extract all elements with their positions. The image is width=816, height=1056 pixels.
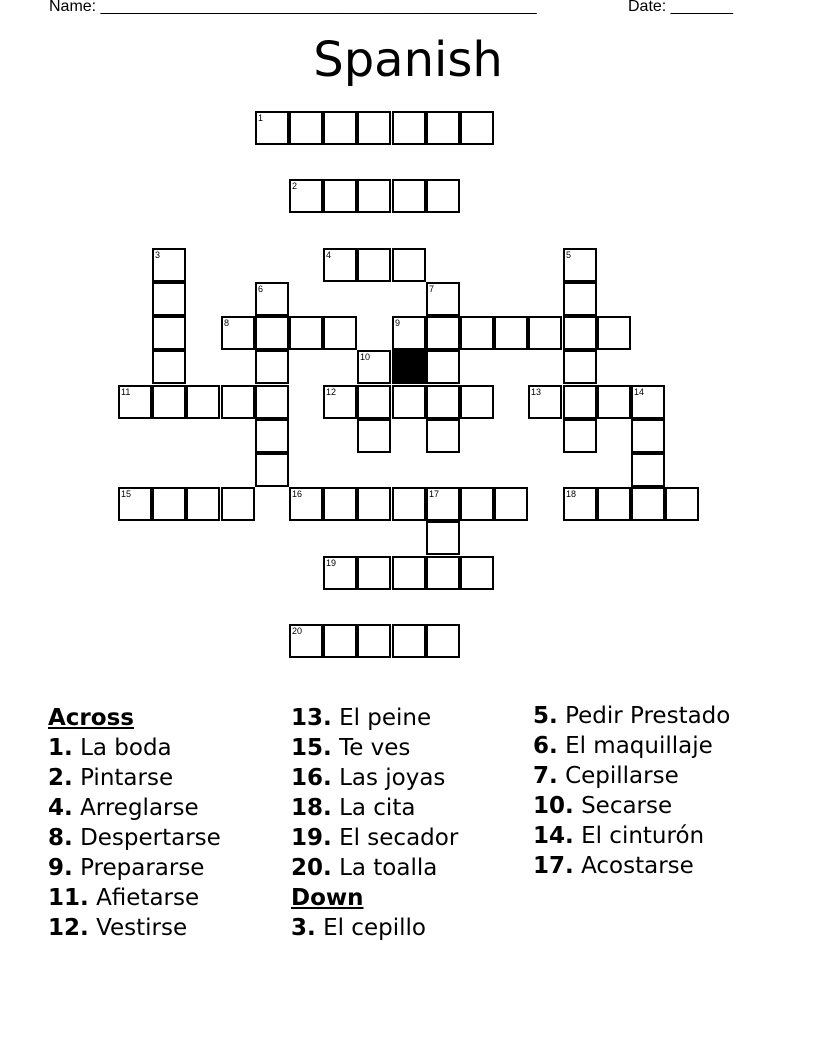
crossword-cell[interactable]	[426, 350, 460, 384]
crossword-cell[interactable]	[563, 350, 597, 384]
crossword-cell[interactable]	[631, 453, 665, 487]
clue-across: 1. La boda	[48, 735, 172, 761]
clue-number: 12	[326, 387, 337, 397]
clue-number: 16	[292, 489, 303, 499]
crossword-cell[interactable]	[392, 179, 426, 213]
clue-down: 3. El cepillo	[291, 915, 426, 941]
crossword-cell[interactable]	[631, 419, 665, 453]
crossword-cell[interactable]	[289, 179, 323, 213]
crossword-cell[interactable]	[323, 385, 357, 419]
crossword-cell[interactable]	[563, 282, 597, 316]
clue-down: 17. Acostarse	[533, 853, 694, 879]
crossword-cell[interactable]	[392, 111, 426, 145]
crossword-cell[interactable]	[323, 556, 357, 590]
crossword-cell[interactable]	[289, 111, 323, 145]
clue-down: 7. Cepillarse	[533, 763, 679, 789]
clue-number: 15	[121, 489, 132, 499]
crossword-cell[interactable]	[357, 350, 391, 384]
clue-across: 2. Pintarse	[48, 765, 174, 791]
crossword-cell[interactable]	[392, 487, 426, 521]
down-heading: Down	[291, 885, 364, 911]
clue-across: 18. La cita	[291, 795, 416, 821]
crossword-cell[interactable]	[460, 316, 494, 350]
crossword-cell[interactable]	[186, 487, 220, 521]
name-field: Name: _________________________________________________	[49, 0, 537, 15]
crossword-cell[interactable]	[631, 487, 665, 521]
crossword-cell[interactable]	[426, 624, 460, 658]
crossword-cell[interactable]	[392, 316, 426, 350]
crossword-cell[interactable]	[426, 316, 460, 350]
crossword-cell[interactable]	[460, 487, 494, 521]
clue-across: 16. Las joyas	[291, 765, 446, 791]
crossword-cell[interactable]	[392, 385, 426, 419]
crossword-cell[interactable]	[289, 624, 323, 658]
crossword-cell[interactable]	[323, 179, 357, 213]
clue-across: 9. Prepararse	[48, 855, 205, 881]
crossword-cell[interactable]	[563, 316, 597, 350]
crossword-cell[interactable]	[289, 316, 323, 350]
crossword-cell[interactable]	[357, 385, 391, 419]
crossword-cell[interactable]	[392, 556, 426, 590]
crossword-cell[interactable]	[426, 521, 460, 555]
clue-down: 5. Pedir Prestado	[533, 703, 731, 729]
crossword-cell[interactable]	[460, 111, 494, 145]
crossword-cell[interactable]	[357, 487, 391, 521]
crossword-cell[interactable]	[118, 487, 152, 521]
clue-number: 18	[566, 489, 577, 499]
crossword-cell[interactable]	[392, 624, 426, 658]
clue-across: 15. Te ves	[291, 735, 411, 761]
crossword-cell[interactable]	[221, 385, 255, 419]
clue-across: 13. El peine	[291, 705, 432, 731]
crossword-cell[interactable]	[357, 111, 391, 145]
clue-across: 12. Vestirse	[48, 915, 188, 941]
crossword-cell[interactable]	[255, 385, 289, 419]
across-heading: Across	[48, 705, 134, 731]
crossword-cell[interactable]	[357, 179, 391, 213]
crossword-cell[interactable]	[323, 248, 357, 282]
crossword-cell[interactable]	[528, 316, 562, 350]
clues-column-2	[291, 703, 521, 943]
crossword-cell[interactable]	[426, 419, 460, 453]
crossword-cell[interactable]	[255, 350, 289, 384]
clue-number: 5	[566, 250, 572, 260]
crossword-cell[interactable]	[152, 316, 186, 350]
crossword-cell[interactable]	[665, 487, 699, 521]
crossword-cell[interactable]	[323, 111, 357, 145]
crossword-cell[interactable]	[323, 487, 357, 521]
crossword-cell[interactable]	[494, 316, 528, 350]
crossword-cell[interactable]	[357, 419, 391, 453]
crossword-cell[interactable]	[255, 453, 289, 487]
crossword-cell[interactable]	[221, 487, 255, 521]
crossword-cell[interactable]	[563, 385, 597, 419]
clue-number: 10	[360, 352, 371, 362]
crossword-cell[interactable]	[118, 385, 152, 419]
crossword-cell[interactable]	[563, 419, 597, 453]
crossword-cell[interactable]	[357, 624, 391, 658]
crossword-cell[interactable]	[357, 556, 391, 590]
crossword-cell[interactable]	[152, 350, 186, 384]
page-title: Spanish	[313, 32, 503, 88]
crossword-cell[interactable]	[255, 419, 289, 453]
crossword-cell[interactable]	[597, 316, 631, 350]
crossword-cell[interactable]	[426, 385, 460, 419]
clue-down: 14. El cinturón	[533, 823, 705, 849]
crossword-cell[interactable]	[255, 316, 289, 350]
crossword-cell[interactable]	[392, 248, 426, 282]
clue-across: 11. Afietarse	[48, 885, 200, 911]
crossword-cell[interactable]	[528, 385, 562, 419]
crossword-cell[interactable]	[357, 248, 391, 282]
clue-number: 7	[429, 284, 435, 294]
clue-across: 20. La toalla	[291, 855, 438, 881]
crossword-cell[interactable]	[255, 282, 289, 316]
clue-number: 14	[634, 387, 645, 397]
crossword-cell[interactable]	[426, 179, 460, 213]
crossword-cell[interactable]	[289, 487, 323, 521]
crossword-cell[interactable]	[152, 487, 186, 521]
clue-number: 20	[292, 626, 303, 636]
crossword-cell[interactable]	[152, 282, 186, 316]
clue-number: 11	[121, 387, 131, 397]
clue-across: 4. Arreglarse	[48, 795, 199, 821]
clue-across: 19. El secador	[291, 825, 459, 851]
crossword-cell[interactable]	[323, 316, 357, 350]
crossword-cell[interactable]	[426, 111, 460, 145]
date-field: Date: _______	[628, 0, 733, 15]
crossword-cell[interactable]	[186, 385, 220, 419]
clue-number: 2	[292, 181, 298, 191]
crossword-cell[interactable]	[255, 111, 289, 145]
clue-number: 1	[258, 113, 264, 123]
crossword-cell[interactable]	[460, 556, 494, 590]
clues-column-3	[533, 703, 753, 883]
clue-number: 6	[258, 284, 264, 294]
clue-number: 8	[224, 318, 230, 328]
crossword-cell[interactable]	[494, 487, 528, 521]
crossword-cell[interactable]	[221, 316, 255, 350]
crossword-cell[interactable]	[426, 487, 460, 521]
clue-down: 6. El maquillaje	[533, 733, 713, 759]
clue-number: 17	[429, 489, 440, 499]
crossword-cell[interactable]	[152, 385, 186, 419]
crossword-black-cell	[392, 350, 426, 384]
clues-column-1	[48, 703, 278, 943]
crossword-cell[interactable]	[460, 385, 494, 419]
crossword-cell[interactable]	[563, 248, 597, 282]
clue-number: 4	[326, 250, 332, 260]
clue-number: 13	[531, 387, 542, 397]
crossword-cell[interactable]	[597, 385, 631, 419]
crossword-cell[interactable]	[426, 282, 460, 316]
clue-number: 9	[395, 318, 401, 328]
crossword-cell[interactable]	[597, 487, 631, 521]
clue-number: 3	[155, 250, 161, 260]
clue-across: 8. Despertarse	[48, 825, 221, 851]
crossword-cell[interactable]	[631, 385, 665, 419]
clue-number: 19	[326, 558, 337, 568]
crossword-cell[interactable]	[426, 556, 460, 590]
clue-down: 10. Secarse	[533, 793, 673, 819]
crossword-cell[interactable]	[152, 248, 186, 282]
crossword-cell[interactable]	[323, 624, 357, 658]
crossword-cell[interactable]	[563, 487, 597, 521]
